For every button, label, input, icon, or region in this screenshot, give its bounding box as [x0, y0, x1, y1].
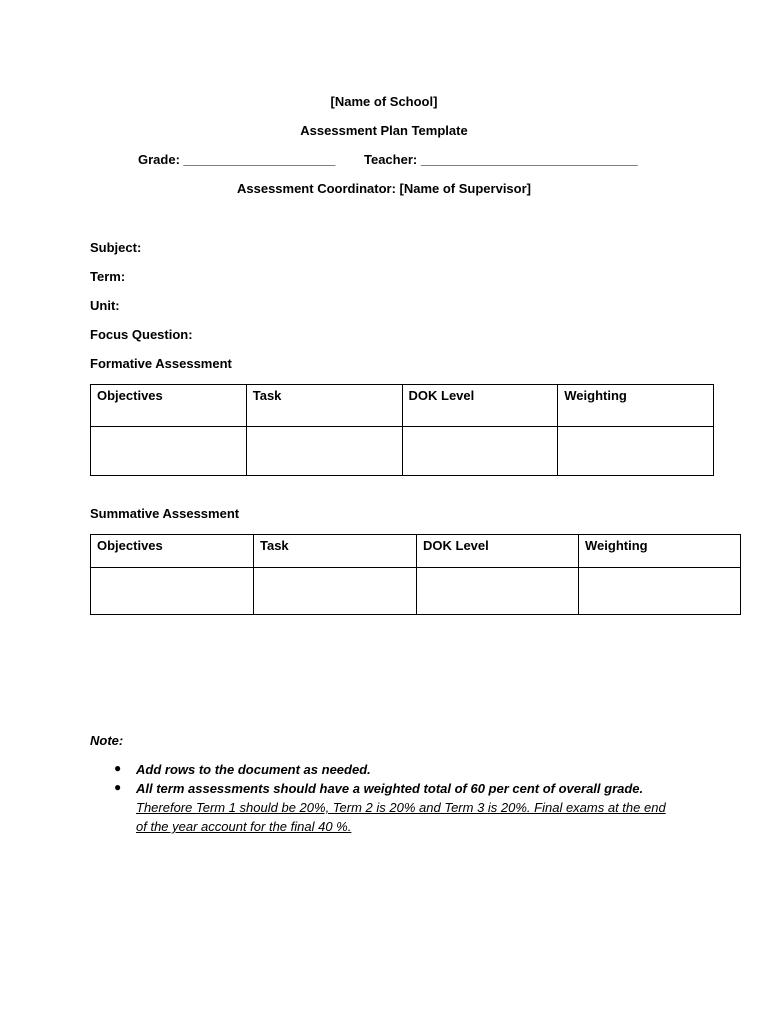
table-cell[interactable]: [402, 427, 558, 476]
table-header-row: [91, 385, 714, 427]
formative-heading: Formative Assessment: [90, 356, 232, 371]
focus-question-field: Focus Question:: [90, 327, 193, 342]
table-cell[interactable]: [246, 427, 402, 476]
bullet-icon: ●: [114, 780, 122, 794]
table-cell[interactable]: [91, 568, 254, 615]
table-row: [91, 568, 741, 615]
column-header: Objectives: [91, 385, 247, 427]
teacher-field: Teacher: ______________________________: [364, 152, 638, 167]
column-header: Task: [254, 535, 417, 568]
note-item-2-main: All term assessments should have a weighted total of 60 per cent of overall grade: [136, 781, 640, 796]
note-item-2-underlined: Therefore Term 1 should be 20%, Term 2 is 20% and Term 3 is 20%. Final exams at the end of the year account for the final 40 %.: [136, 800, 666, 834]
note-item-1: Add rows to the document as needed.: [136, 762, 371, 777]
column-header: Task: [246, 385, 402, 427]
table-header-row: [91, 535, 741, 568]
note-item-2-period: .: [639, 781, 644, 796]
column-header: DOK Level: [417, 535, 579, 568]
subject-field: Subject:: [90, 240, 142, 255]
column-header: Objectives: [91, 535, 254, 568]
document-title: Assessment Plan Template: [300, 123, 468, 138]
summative-table: [90, 534, 741, 615]
table-cell[interactable]: [579, 568, 741, 615]
column-header: DOK Level: [402, 385, 558, 427]
table-cell[interactable]: [254, 568, 417, 615]
bullet-icon: ●: [114, 761, 122, 775]
note-label: Note:: [90, 733, 124, 748]
table-cell[interactable]: [417, 568, 579, 615]
unit-field: Unit:: [90, 298, 120, 313]
column-header: Weighting: [579, 535, 741, 568]
table-cell[interactable]: [558, 427, 714, 476]
formative-table: [90, 384, 714, 476]
table-row: [91, 427, 714, 476]
term-field: Term:: [90, 269, 126, 284]
grade-field: Grade: _____________________: [138, 152, 336, 167]
summative-heading: Summative Assessment: [90, 506, 240, 521]
table-cell[interactable]: [91, 427, 247, 476]
note-item-2: [136, 779, 676, 836]
column-header: Weighting: [558, 385, 714, 427]
assessment-coordinator: Assessment Coordinator: [Name of Supervisor]: [236, 181, 531, 196]
school-name: [Name of School]: [330, 94, 438, 109]
